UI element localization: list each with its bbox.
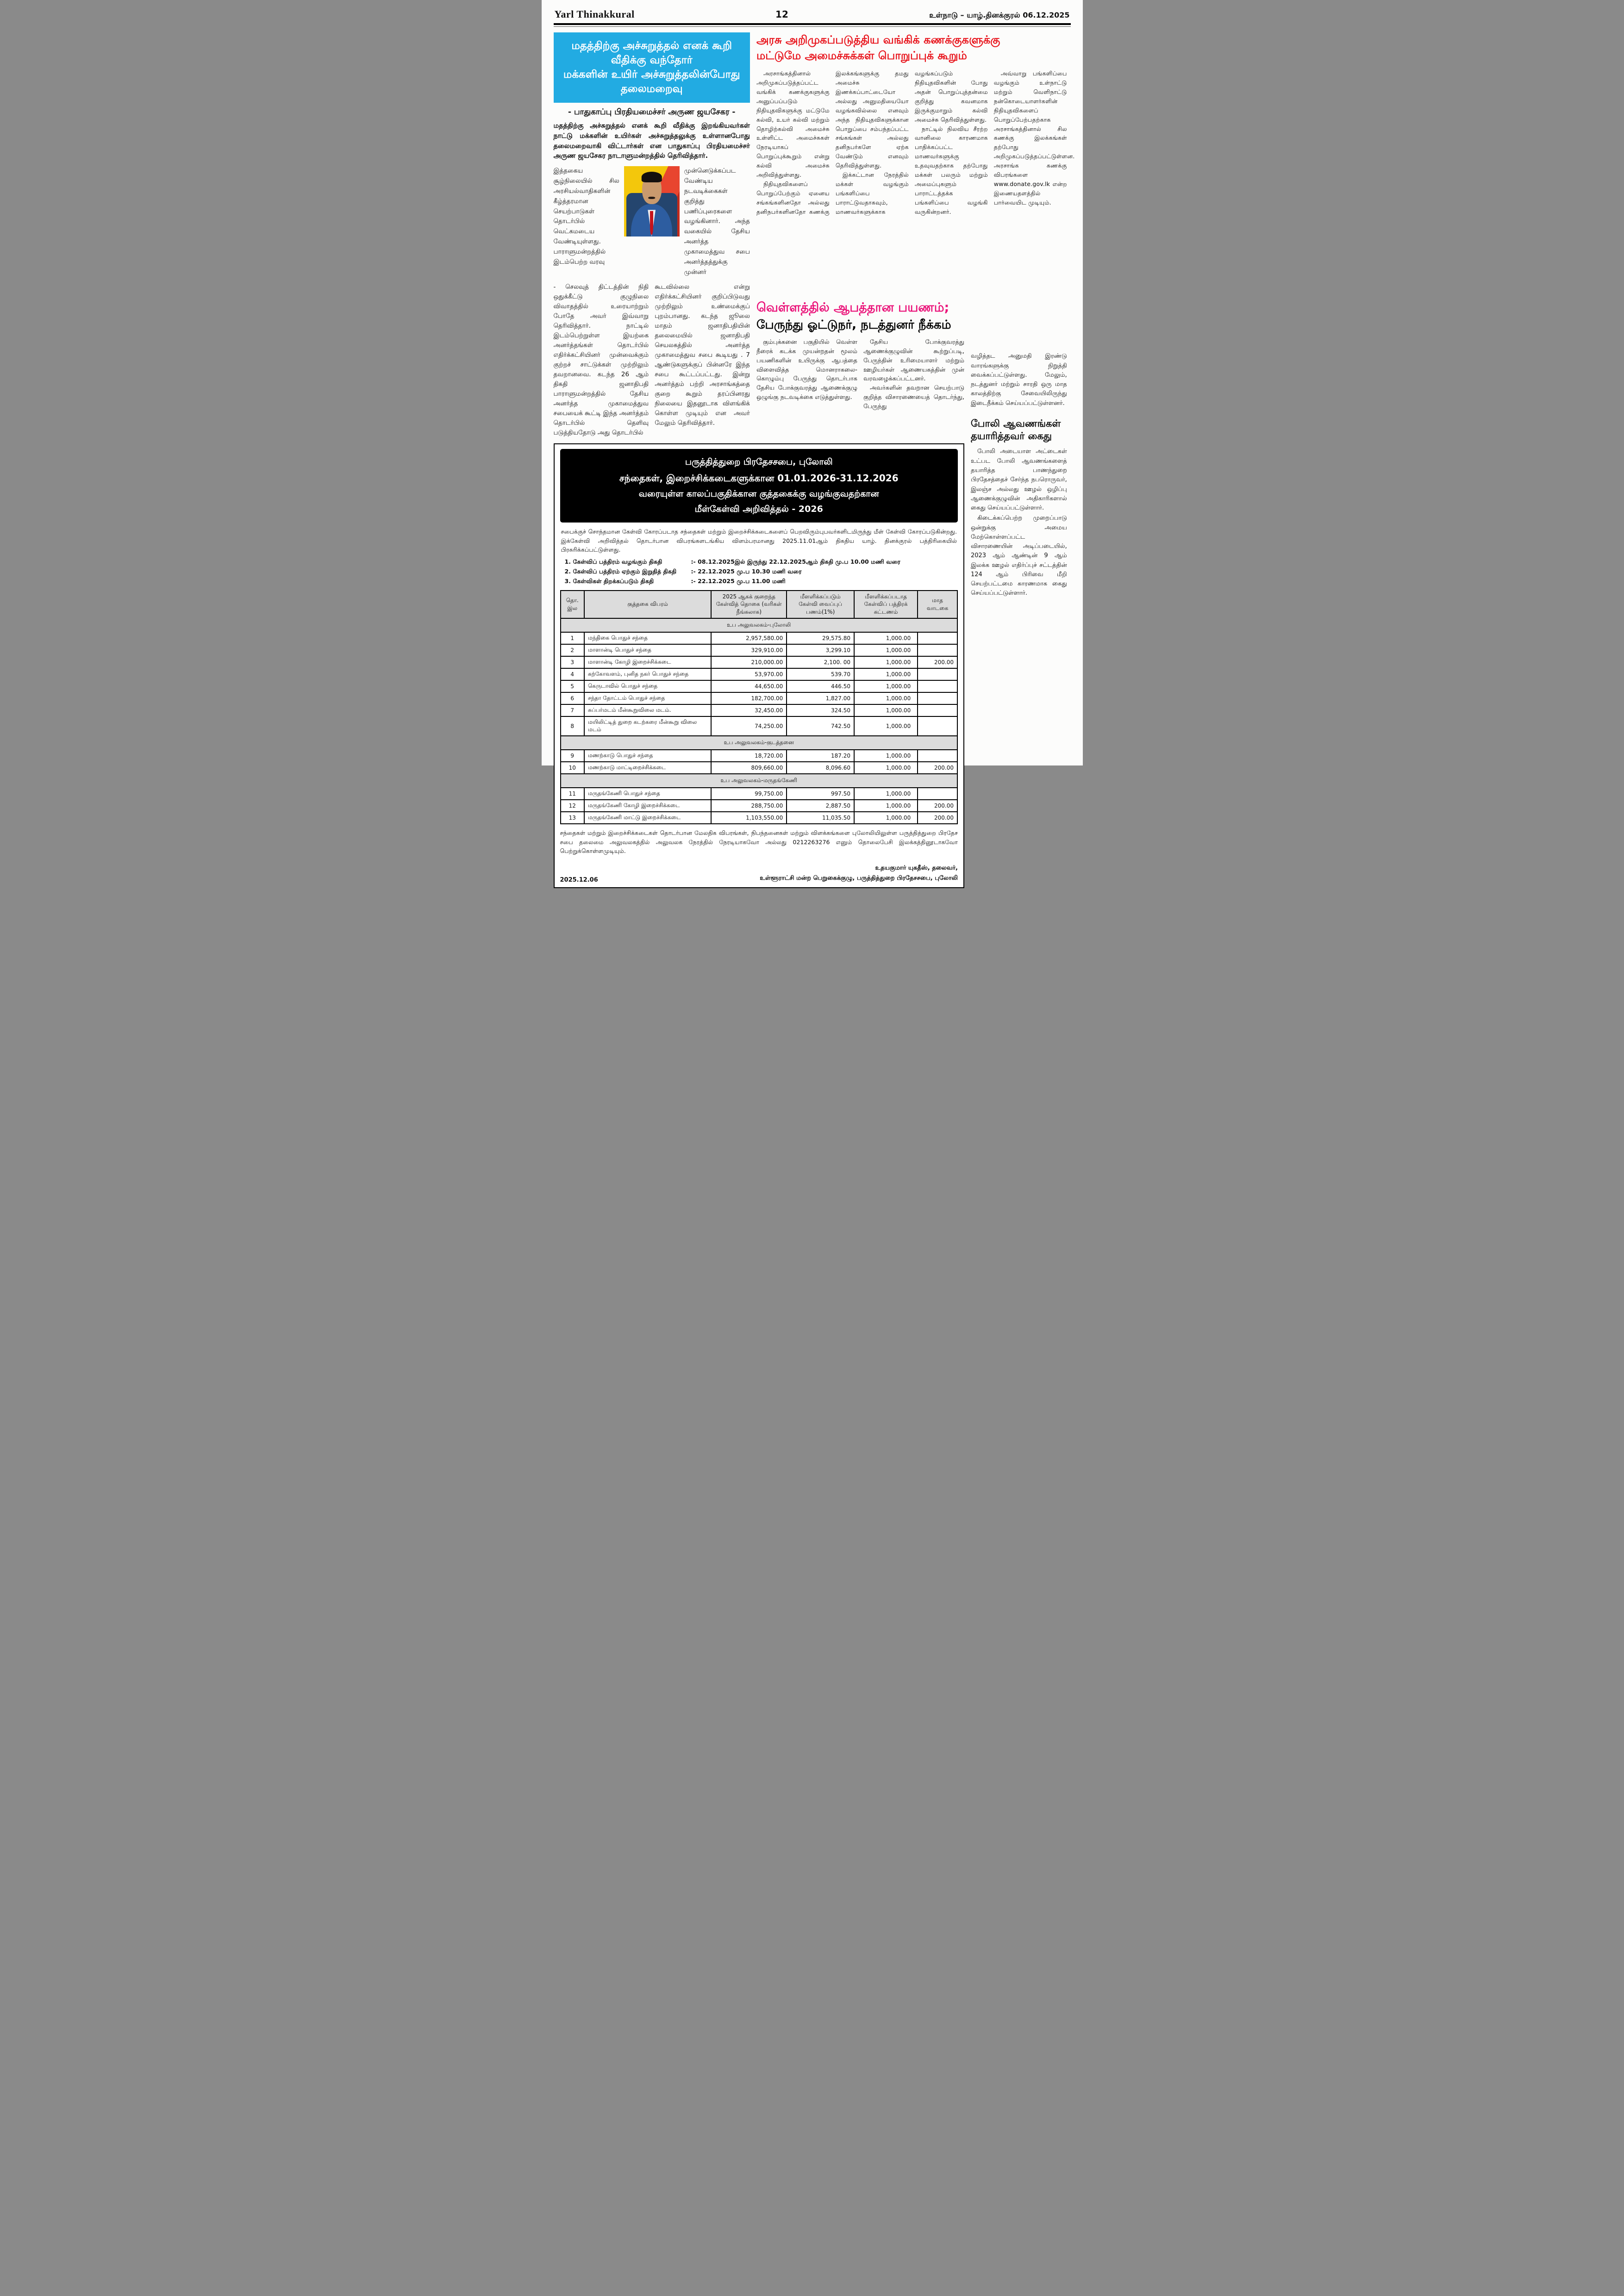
- tender-table-header-cell: மீளளிக்கப்படாத கேள்விப் பத்திரக் கட்டணம்: [854, 591, 918, 618]
- tender-table-header: [561, 591, 957, 618]
- tender-table-section-title: உப அலுவலகம்-புலோலி: [561, 618, 957, 632]
- notice-signature: [760, 863, 958, 884]
- tender-table-row: [561, 750, 957, 762]
- schedule-value: :- 08.12.2025இல் இருந்து 22.12.2025ஆம் திகதி மு.ப 10.00 மணி வரை: [691, 558, 900, 565]
- tender-table-cell: 210,000.00: [711, 656, 787, 668]
- tender-table-cell: கற்கோவளம், புனித நகர் பொதுச் சந்தை: [584, 668, 711, 680]
- banner-line3: வரையுள்ள காலப்பகுதிக்கான குத்தகைக்கு வழங்குவதற்கான: [638, 488, 879, 499]
- flood-article-paragraph: தேசிய போக்குவரத்து ஆணைக்குழுவின் கூற்றுப்படி, பேருந்தின் உரிமையாளர் மற்றும் ஊழியர்கள் ஆணையகத்தின் முன் வரவழைக்கப்பட்டனர்.: [863, 339, 964, 383]
- tender-table-cell: 200.00: [918, 656, 957, 668]
- tender-table-cell: சந்தா தோட்டம் பொதுச் சந்தை: [584, 692, 711, 704]
- tender-table-header-cell: குத்தகை விபரம்: [584, 591, 711, 618]
- right-sidebar: [971, 338, 1067, 888]
- forgery-article-body: [971, 447, 1067, 598]
- masthead: [554, 5, 1071, 23]
- tender-table-row: [561, 632, 957, 644]
- tender-table-cell: 1,000.00: [854, 680, 918, 692]
- tender-table-cell: மருதங்கேணி மாட்டு இறைச்சிக்கடை: [584, 812, 711, 824]
- tender-table-section-row: [561, 736, 957, 750]
- tender-table-cell: 200.00: [918, 800, 957, 812]
- tender-table-cell: [918, 680, 957, 692]
- tender-table-cell: மருதங்கேணி கோழி இறைச்சிக்கடை: [584, 800, 711, 812]
- banner-line1: பருத்தித்துறை பிரதேசசபை, புலோலி: [685, 457, 833, 467]
- tender-table-body: [561, 618, 957, 824]
- tender-notice-footer: சந்தைகள் மற்றும் இறைச்சிக்கடைகள் தொடர்பான மேலதிக விபரங்கள், நிபந்தனைகள் மற்றும் விளக்கங்களை புலோலியிலுள்ள பருத்தித்துறை பிரதேச சபை தலைமை அலுவலகத்தில் அலுவலக நேரத்தில் நேரடியாகவோ அல்லது 0212263276 எனும் தொலைபேசி இலக்கத்தினூடாகவோ பெற்றுக்கொள்ளமுடியும்.: [560, 829, 958, 855]
- tender-table-cell: மாளான்டி கோழி இறைச்சிக்கடை: [584, 656, 711, 668]
- tender-table-header-cell: மீளளிக்கப்படும் கேள்வி வைப்புப் பணம்(1%): [787, 591, 854, 618]
- tender-table-cell: 1,000.00: [854, 668, 918, 680]
- tender-table-row: [561, 692, 957, 704]
- lead-headline-line2: மக்களின் உயிர் அச்சுறுத்தலின்போது தலைமறைவு: [563, 68, 740, 95]
- tender-table-cell: 11,035.50: [787, 812, 854, 824]
- lead-article-col-c: - செலவுத் திட்டத்தின் நிதி ஒதுக்கீட்டு குழுநிலை விவாதத்தில் உரையாற்றும் போதே அவர் இவ்வாறு தெரிவித்தார். நாட்டில் இடம்பெற்றுள்ள இயற்கை அனர்த்தங்கள் தொடர்பில் எதிர்க்கட்சியினர் முன்வைக்கும் குற்றச் சாட்டுக்கள் முற்றிலும் தவறானவை. கடந்த 26 ஆம் திகதி ஜனாதிபதி பாராளுமன்றத்தில் தேசிய அனர்த்த முகாமைத்துவ சபையைக் கூட்டி இந்த அனர்த்தம் தொடர்பில் தெளிவு படுத்தியதோடு அது தொடர்பில்: [553, 283, 649, 437]
- tender-table-cell: 1,000.00: [854, 812, 918, 824]
- tender-table-header-cell: தொ. இல: [561, 591, 584, 618]
- bank-headline-line1: அரசு அறிமுகப்படுத்திய வங்கிக் கணக்குகளுக்கு: [756, 33, 1000, 46]
- tender-table-cell: 1,000.00: [854, 656, 918, 668]
- tender-table-cell: [918, 750, 957, 762]
- schedule-label: கேள்விப் பத்திரம் வழங்கும் திகதி: [573, 558, 662, 565]
- tender-table-cell: கெருடாவில் பொதுச் சந்தை: [584, 680, 711, 692]
- tender-table-cell: 539.70: [787, 668, 854, 680]
- tender-table-cell: 997.50: [787, 788, 854, 800]
- tender-table-row: [561, 644, 957, 656]
- tender-table-cell: 1,000.00: [854, 644, 918, 656]
- bank-article-paragraph: அரசாங்கத்தினால் அறிமுகப்படுத்தப்பட்ட வங்கிக் கணக்குகளுக்கு அனுப்பப்படும் நிதியுதவிகளுக்கு மட்டுமே கல்வி, உயர் கல்வி மற்றும் தொழிற்கல்வி அமைச்சு உள்ளிட்ட அமைச்சுகள் நேரடியாகப் பொறுப்புக்கூறும் என்று கல்வி அமைச்சு அறிவித்துள்ளது.: [756, 70, 830, 178]
- tender-table-cell: [918, 644, 957, 656]
- tender-table-row: [561, 704, 957, 716]
- lead-article-intro: மதத்திற்கு அச்சுறுத்தல் எனக் கூறி வீதிக்கு இறங்கியவர்கள் நாட்டு மக்களின் உயிர்கள் அச்சுறுத்தலுக்கு உள்ளானபோது தலைமறைவாகி விட்டார்கள் என பாதுகாப்பு பிரதியமைச்சர் அருண ஜயசேகர நாடாளுமன்றத்தில் தெரிவித்தார்.: [553, 122, 750, 160]
- tender-table-cell: 329,910.00: [711, 644, 787, 656]
- flood-headline-line1: வெள்ளத்தில் ஆபத்தான பயணம்;: [756, 300, 949, 315]
- tender-table-cell: 1,000.00: [854, 716, 918, 736]
- tender-table-cell: 2,887.50: [787, 800, 854, 812]
- tender-table-row: [561, 788, 957, 800]
- notice-date: 2025.12.06: [560, 876, 598, 884]
- bank-article-paragraph: நாட்டில் நிலவிய சீரற்ற வானிலை காரணமாக பாதிக்கப்பட்ட மாணவர்களுக்கு உதவுவதற்காக தற்போது மக்கள் பலரும் மற்றும் அமைப்புகளும் பாராட்டத்தக்க பங்களிப்பை வழங்கி வருகின்றனர்.: [914, 125, 988, 215]
- tender-table-cell: 324.50: [787, 704, 854, 716]
- flood-headline-line2: பேருந்து ஓட்டுநர், நடத்துனர் நீக்கம்: [756, 317, 951, 332]
- tender-table-cell: 7: [561, 704, 584, 716]
- schedule-number: 1.: [564, 558, 571, 565]
- schedule-value: :- 22.12.2025 மு.ப 10.30 மணி வரை: [691, 567, 802, 575]
- tender-table-cell: 29,575.80: [787, 632, 854, 644]
- tender-table-cell: 3: [561, 656, 584, 668]
- lead-article-bottom-band: [554, 282, 750, 438]
- photo-hair-shape: [642, 172, 662, 182]
- flood-article-paragraph: அவர்களின் தவறான செயற்பாடு குறித்த விசாரணையைத் தொடர்ந்து, பேருந்து: [863, 385, 964, 410]
- tender-table-row: [561, 800, 957, 812]
- tender-table-cell: [918, 692, 957, 704]
- tender-notice-intro: சபைக்குச் சொந்தமான கேள்வி கோரப்படாத சந்தைகள் மற்றும் இறைச்சிக்கடைகளைப் பெறவிரும்புபவர்களிடமிருந்து மீள் கேள்வி கோரப்படுகின்றது. இக்கேள்வி அறிவித்தல் தொடர்பான விபரங்களடங்கிய விளம்பரமானது 2025.11.01ஆம் திகதிய யாழ். தினக்குரல் பத்திரிகையில் பிரசுரிக்கப்பட்டுள்ளது.: [561, 528, 957, 554]
- tender-schedule-list: [565, 558, 958, 585]
- schedule-number: 3.: [564, 577, 571, 585]
- schedule-row: [565, 578, 958, 585]
- tender-notice-signature-row: [560, 863, 958, 884]
- schedule-label: கேள்விகள் திறக்கப்படும் திகதி: [573, 577, 654, 585]
- tender-table-cell: 1,000.00: [854, 750, 918, 762]
- tender-table-cell: 18,720.00: [711, 750, 787, 762]
- bank-article-body: [756, 69, 1075, 241]
- banner-line4: மீள்கேள்வி அறிவித்தல் - 2026: [694, 504, 823, 514]
- tender-table-row: [561, 656, 957, 668]
- tender-table-header-cell: 2025 ஆகக் குறைந்த கேள்வித் தொகை (வரிகள் நீங்கலாக): [711, 591, 787, 618]
- tender-table-cell: 11: [561, 788, 584, 800]
- tender-table-cell: 44,650.00: [711, 680, 787, 692]
- tender-table-cell: [918, 668, 957, 680]
- tender-table-cell: 1,000.00: [854, 788, 918, 800]
- tender-table-row: [561, 668, 957, 680]
- photo-mustache-shape: [648, 197, 656, 199]
- tender-table-cell: 200.00: [918, 812, 957, 824]
- tender-table-cell: மயிலிட்டித் துறை கடற்கரை மீன்கூறு விலை மடம்: [584, 716, 711, 736]
- tender-table-cell: 200.00: [918, 762, 957, 774]
- tender-table-cell: 446.50: [787, 680, 854, 692]
- tender-table-cell: 6: [561, 692, 584, 704]
- tender-table-cell: 5: [561, 680, 584, 692]
- tender-table-cell: 1,103,550.00: [711, 812, 787, 824]
- tender-table-section-row: [561, 774, 957, 788]
- tender-table-row: [561, 812, 957, 824]
- tender-table-cell: 32,450.00: [711, 704, 787, 716]
- tender-table-cell: 809,660.00: [711, 762, 787, 774]
- bank-article-paragraph: நிதியுதவிகளைப் பொறுப்பேற்கும் ஏனைய சங்கங்களினதோ அல்லது தனிநபர்களினதோ கணக்கு இலக்கங்களுக்கு தமது அமைச்சு இணக்கப்பாட்டையோ அல்லது அனுமதியையோ வழங்கவில்லை எனவும் அந்த நிதியுதவிகளுக்கான பொறுப்பை சம்பந்தப்பட்ட சங்கங்கள் அல்லது தனிநபர்களே ஏற்க வேண்டும் எனவும் தெரிவித்துள்ளது.: [756, 70, 909, 215]
- forgery-article-paragraph: போலி அடையாள அட்டைகள் உட்பட போலி ஆவணங்களைத் தயாரித்த பாணந்துறை பிரதேசத்தைச் சேர்ந்த நபரொருவர், இலஞ்ச அல்லது ஊழல் ஒழிப்பு ஆணைக்குழுவின் அதிகாரிகளால் கைது செய்யப்பட்டுள்ளார்.: [970, 448, 1067, 512]
- tender-table-cell: 288,750.00: [711, 800, 787, 812]
- tender-table-cell: மணற்காடு மாட்டிறைச்சிக்கடை: [584, 762, 711, 774]
- flood-article-body: [756, 338, 964, 438]
- tender-table-cell: 8,096.60: [787, 762, 854, 774]
- lead-article: [554, 32, 750, 438]
- tender-table-row: [561, 716, 957, 736]
- lead-article-col-d: கூடவில்லை என்று எதிர்க்கட்சியினர் குறிப்பிடுவது முற்றிலும் உண்மைக்குப் புறம்பானது. கடந்த ஜூலை மாதம் ஜனாதிபதியின் தலைமையில் ஜனாதிபதி செயலகத்தில் அனர்த்த முகாமைத்துவ சபை கூடியது . 7 ஆண்டுகளுக்குப் பின்னரே இந்த சபை கூட்டப்பட்டது. இன்று அனர்த்தம் பற்றி அரசாங்கத்தை குறை கூறும் தரப்பினரது நிலையை இதனூடாக விளங்கிக் கொள்ள முடியும் என அவர் மேலும் தெரிவித்தார்.: [655, 283, 750, 427]
- tender-table-cell: 10: [561, 762, 584, 774]
- tender-table-cell: மந்திகை பொதுச் சந்தை: [584, 632, 711, 644]
- tender-table-cell: 1,000.00: [854, 692, 918, 704]
- schedule-value: :- 22.12.2025 மு.ப 11.00 மணி: [691, 577, 786, 585]
- tender-table-cell: [918, 716, 957, 736]
- tender-table-cell: 1,827.00: [787, 692, 854, 704]
- tender-table-cell: மாளான்டி பொதுச் சந்தை: [584, 644, 711, 656]
- tender-table-cell: 2,100. 00: [787, 656, 854, 668]
- newspaper-page: [542, 0, 1083, 884]
- tender-table-cell: 2,957,580.00: [711, 632, 787, 644]
- tender-table-cell: 2: [561, 644, 584, 656]
- minister-photo: [624, 166, 680, 236]
- schedule-row: [565, 568, 958, 576]
- tender-table-cell: 8: [561, 716, 584, 736]
- flood-article-paragraph: கும்புக்கனை பகுதியில் வெள்ள நீரைக் கடக்க முயன்றதன் மூலம் பயணிகளின் உயிருக்கு ஆபத்தை விளைவித்த மொனராகலை-கொழும்பு பேருந்து தொடர்பாக தேசிய போக்குவரத்து ஆணைக்குழு ஒழுங்கு நடவடிக்கை எடுத்துள்ளது.: [756, 339, 857, 401]
- section-date: உள்நாடு – யாழ்.தினக்குரல் 06.12.2025: [929, 11, 1070, 19]
- lead-article-photo-band: [554, 166, 750, 277]
- schedule-number: 2.: [564, 567, 571, 575]
- tender-table-cell: 182,700.00: [711, 692, 787, 704]
- tender-table-section-title: உப அலுவலகம்-மருதங்கேணி: [561, 774, 957, 788]
- photo-tie-shape: [650, 211, 653, 234]
- signature-line2: உள்ளூராட்சி மன்ற பெறுகைக்குழு, பருத்தித்துறை பிரதேசசபை, புலோலி: [760, 874, 958, 882]
- tender-table-cell: 1: [561, 632, 584, 644]
- lead-article-headline: [554, 32, 750, 103]
- tender-notice-banner: [560, 449, 958, 523]
- tender-table-section-title: உப அலுவலகம்-குடத்தனை: [561, 736, 957, 750]
- tender-table-cell: 3,299.10: [787, 644, 854, 656]
- tender-table-cell: [918, 632, 957, 644]
- bank-article-paragraph: அவ்வாறு பங்களிப்பை வழங்கும் உள்நாட்டு மற்றும் வெளிநாட்டு நன்கொடையாளர்களின் நிதியுதவிகளைப் பொறுப்பேற்பதற்காக அரசாங்கத்தினால் சில கணக்கு இலக்கங்கள் தற்போது அறிமுகப்படுத்தப்பட்டுள்ளன. அரசாங்க கணக்கு விபரங்களை www.donate.gov.lk என்ற இணையதளத்தில் பார்வையிட முடியும்.: [993, 70, 1075, 206]
- page-number: 12: [775, 9, 788, 20]
- page-content: [553, 32, 1075, 888]
- flood-article-continuation: வழித்தட அனுமதி இரண்டு வாரங்களுக்கு நிறுத்தி வைக்கப்பட்டுள்ளது. மேலும், நடத்துனர் மற்றும் சாரதி ஒரு மாத காலத்திற்கு சேவையிலிருந்து இடைநீக்கம் செய்யப்பட்டுள்ளனர்.: [970, 353, 1067, 407]
- signature-line1: உதயகுமார் யுகதீஸ், தலைவர்,: [875, 864, 958, 871]
- tender-table-cell: 13: [561, 812, 584, 824]
- flood-article-headline: [756, 300, 1067, 332]
- tender-table-cell: 9: [561, 750, 584, 762]
- schedule-row: [565, 558, 958, 566]
- masthead-divider: [554, 23, 1071, 27]
- masthead-title: Yarl Thinakkural: [554, 8, 635, 20]
- tender-notice: [554, 443, 964, 888]
- tender-table-cell: 74,250.00: [711, 716, 787, 736]
- lead-article-col-b: முன்னெடுக்கப்பட வேண்டிய நடவடிக்கைகள் குறித்து பணிப்புரைகளை வழங்கினார். அந்த வகையில் தேசிய அனர்த்த முகாமைத்துவ சபை அனர்த்தத்துக்கு முன்னர்: [684, 167, 750, 276]
- tender-table-cell: 742.50: [787, 716, 854, 736]
- banner-line2: சந்தைகள், இறைச்சிக்கடைகளுக்கான 01.01.2026-31.12.2026: [619, 472, 899, 484]
- tender-table-cell: [918, 788, 957, 800]
- tender-table-header-cell: மாத வாடகை: [918, 591, 957, 618]
- tender-table-cell: 1,000.00: [854, 704, 918, 716]
- tender-table-cell: 1,000.00: [854, 632, 918, 644]
- bank-article-headline: [756, 32, 1067, 63]
- tender-table-cell: மணற்காடு பொதுச் சந்தை: [584, 750, 711, 762]
- tender-table-cell: 1,000.00: [854, 800, 918, 812]
- bank-article-paragraph: இக்கட்டான நேரத்தில் மக்கள் வழங்கும் பங்களிப்பை பாராட்டுவதாகவும், மாணவர்களுக்காக வழங்கப்படும் நிதியுதவிகளின் போது அதன் பொறுப்புத்தன்மை குறித்து கவனமாக இருக்குமாறும் கல்வி அமைச்சு தெரிவித்துள்ளது.: [835, 70, 988, 215]
- tender-table-cell: 99,750.00: [711, 788, 787, 800]
- schedule-label: கேள்விப் பத்திரம் ஏற்கும் இறுதித் திகதி: [573, 567, 677, 575]
- tender-table-cell: 1,000.00: [854, 762, 918, 774]
- tender-table-section-row: [561, 618, 957, 632]
- forgery-article-paragraph: கிடைக்கப்பெற்ற முறைப்பாடு ஒன்றுக்கு அமைய மேற்கொள்ளப்பட்ட விசாரணையின் அடிப்படையில், 2023 ஆம் ஆண்டின் 9 ஆம் இலக்க ஊழல் எதிர்ப்புச் சட்டத்தின் 124 ஆம் பிரிவை மீறி செயற்பட்டமை காரணமாக கைது செய்யப்பட்டுள்ளார்.: [970, 515, 1067, 597]
- lead-headline-line1: மதத்திற்கு அச்சுறுத்தல் எனக் கூறி வீதிக்கு வந்தோர்: [571, 40, 732, 67]
- tender-table-cell: மருதங்கேணி பொதுச் சந்தை: [584, 788, 711, 800]
- lead-article-byline: - பாதுகாப்பு பிரதியமைச்சர் அருண ஜயசேகர -: [568, 107, 736, 117]
- tender-table-cell: 12: [561, 800, 584, 812]
- tender-table-row: [561, 762, 957, 774]
- lead-article-col-a: இத்தகைய சூழ்நிலையில் சில அரசியல்வாதிகளின் கீழ்த்தரமான செயற்பாடுகள் தொடர்பில் வெட்கமடைய வேண்டியுள்ளது. பாராளுமன்றத்தில் இடம்பெற்ற வரவு: [553, 167, 619, 266]
- tender-table-cell: 4: [561, 668, 584, 680]
- tender-table: [560, 590, 958, 824]
- tender-table-cell: சுப்பர்மடம் மீன்கூறுவிலை மடம்.: [584, 704, 711, 716]
- tender-table-cell: [918, 704, 957, 716]
- bank-article: [756, 32, 1075, 268]
- tender-table-cell: 53,970.00: [711, 668, 787, 680]
- forgery-article-headline: போலி ஆவணங்கள் தயாரித்தவர் கைது: [970, 417, 1061, 442]
- tender-table-cell: 187.20: [787, 750, 854, 762]
- tender-table-row: [561, 680, 957, 692]
- bank-headline-line2: மட்டுமே அமைச்சுக்கள் பொறுப்புக் கூறும்: [756, 49, 967, 62]
